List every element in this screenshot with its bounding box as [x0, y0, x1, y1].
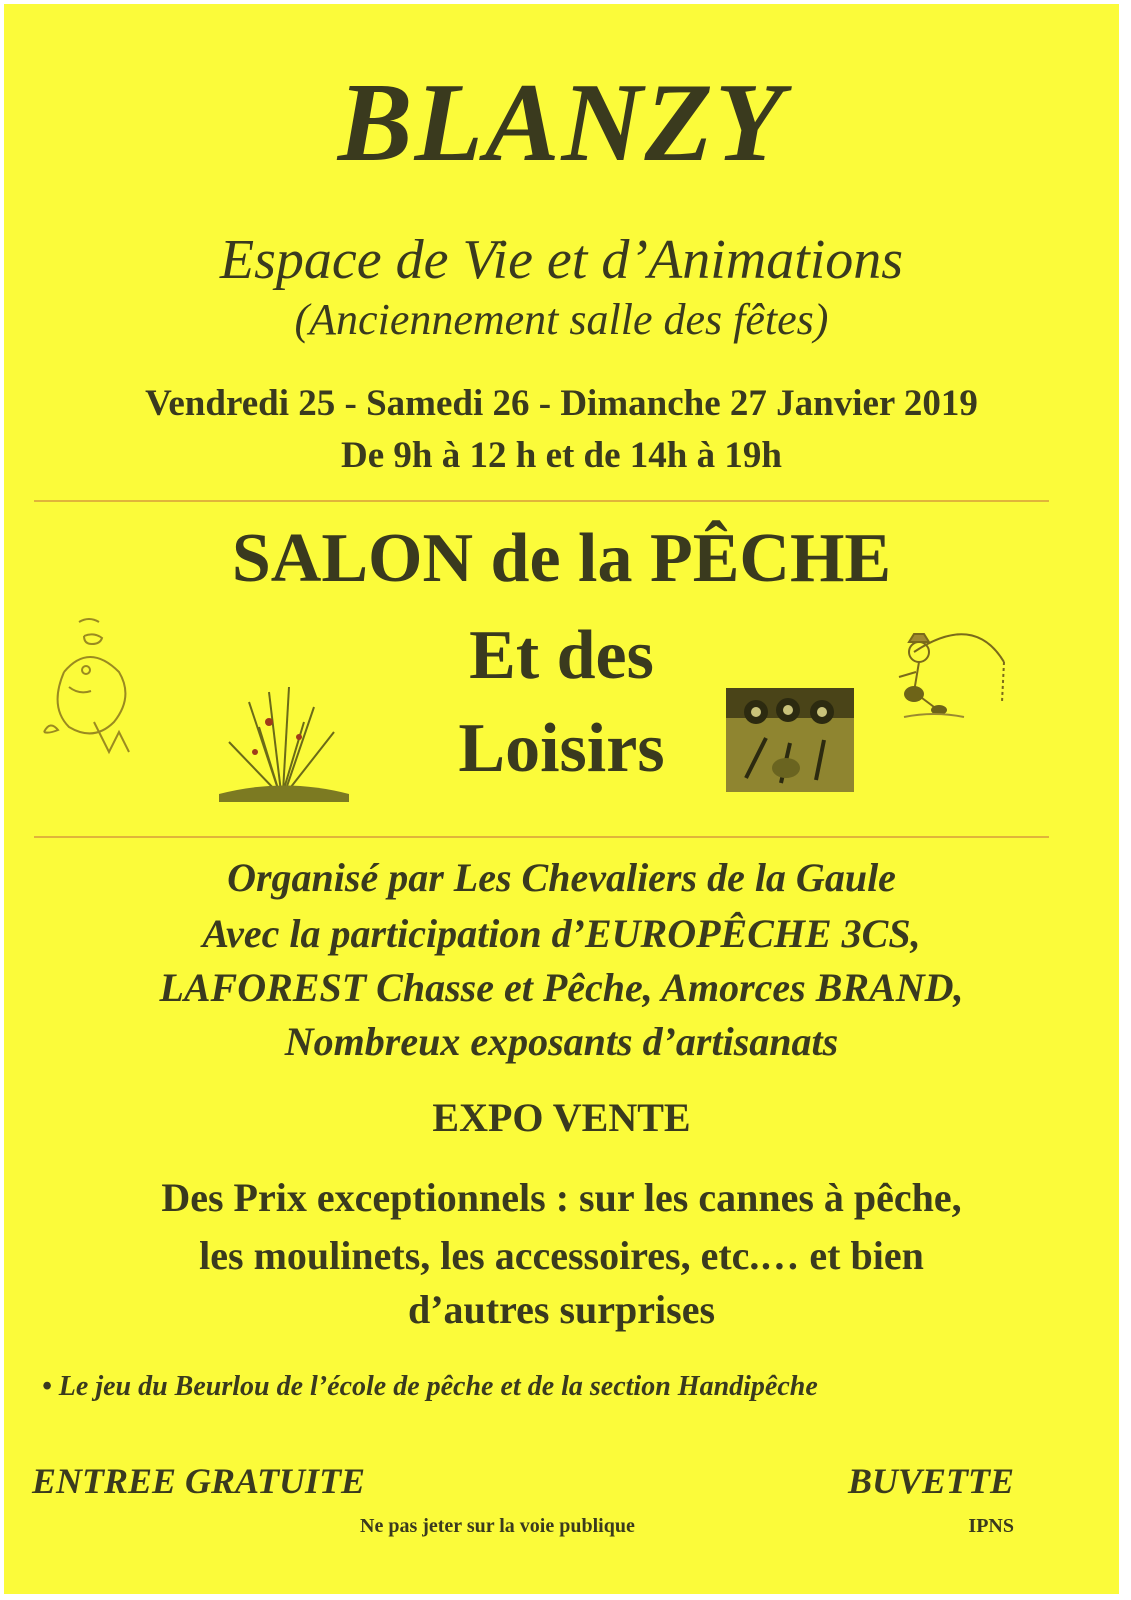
organizer-line: LAFOREST Chasse et Pêche, Amorces BRAND, [159, 965, 964, 1010]
venue-name: Espace de Vie et d’Animations [219, 229, 904, 291]
prices-line: les moulinets, les accessoires, etc.… et bien [199, 1233, 924, 1278]
prices-line: d’autres surprises [407, 1287, 716, 1332]
free-entry-label: ENTREE GRATUITE [32, 1461, 366, 1501]
organizer-line: Nombreux exposants d’artisanats [284, 1019, 839, 1064]
poster-sheet [4, 4, 1119, 1594]
fishing-reels-photo [726, 688, 854, 792]
game-note: • Le jeu du Beurlou de l’école de pêche et de la section Handipêche [42, 1371, 818, 1402]
divider-bottom [34, 836, 1049, 838]
litter-notice: Ne pas jeter sur la voie publique [360, 1515, 635, 1537]
expo-heading: EXPO VENTE [432, 1095, 691, 1140]
event-title-line3: Loisirs [458, 710, 665, 787]
ipns-mark: IPNS [968, 1515, 1014, 1537]
prices-line: Des Prix exceptionnels : sur les cannes à pêche, [161, 1175, 962, 1220]
organizer-line: Organisé par Les Chevaliers de la Gaule [227, 855, 896, 900]
bar-label: BUVETTE [847, 1461, 1014, 1501]
town-title: BLANZY [337, 61, 786, 185]
fish-sketch-icon [34, 612, 144, 762]
event-title-line1: SALON de la PÊCHE [231, 520, 892, 597]
event-dates: Vendredi 25 - Samedi 26 - Dimanche 27 Janvier 2019 [145, 383, 978, 424]
grass-float-icon [219, 682, 349, 802]
event-hours: De 9h à 12 h et de 14h à 19h [341, 435, 782, 476]
event-title-line2: Et des [469, 617, 654, 694]
divider-top [34, 500, 1049, 502]
organizer-line: Avec la participation d’EUROPÊCHE 3CS, [202, 911, 921, 956]
venue-note: (Anciennement salle des fêtes) [294, 295, 829, 344]
fisherman-sketch-icon [884, 622, 1024, 732]
